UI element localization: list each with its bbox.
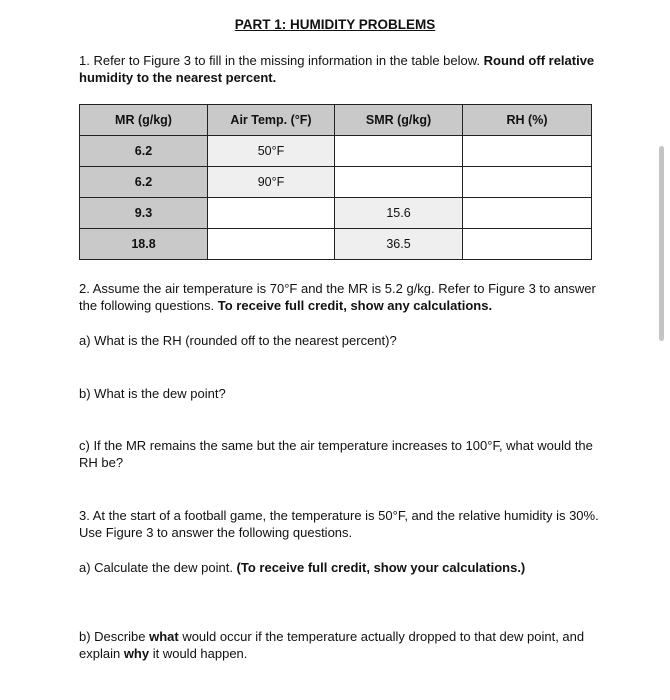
question-3b-pre: b) Describe xyxy=(79,629,150,644)
question-3a-instruction: (To receive full credit, show your calculations.) xyxy=(236,560,526,575)
question-3b-why: why xyxy=(123,646,150,661)
cell-rh[interactable] xyxy=(463,229,592,260)
table-row xyxy=(80,167,592,198)
question-1-instruction: Round off relative humidity to the nearest percent. xyxy=(79,53,595,85)
header-rh: RH (%) xyxy=(463,105,592,136)
question-2b: b) What is the dew point? xyxy=(79,386,226,401)
question-3b-post: it would happen. xyxy=(149,646,248,661)
question-3b xyxy=(79,628,599,662)
cell-rh[interactable] xyxy=(463,198,592,229)
page-title: PART 1: HUMIDITY PROBLEMS xyxy=(234,17,436,32)
question-3b-what: what xyxy=(149,629,179,644)
humidity-table xyxy=(79,104,592,260)
question-2c: c) If the MR remains the same but the air temperature increases to 100°F, what would the RH be? xyxy=(79,438,593,470)
cell-air-temp: 90°F xyxy=(208,167,335,198)
question-3: 3. At the start of a football game, the temperature is 50°F, and the relative humidity is 30%. Use Figure 3 to answer the following questions. xyxy=(79,508,599,540)
question-2-instruction: To receive full credit, show any calculations. xyxy=(217,298,493,313)
table-row xyxy=(80,198,592,229)
cell-rh[interactable] xyxy=(463,136,592,167)
cell-smr: 36.5 xyxy=(335,229,463,260)
cell-mr: 6.2 xyxy=(80,136,208,167)
header-smr: SMR (g/kg) xyxy=(335,105,463,136)
cell-smr: 15.6 xyxy=(335,198,463,229)
question-2 xyxy=(79,280,599,314)
question-3b-mid: would occur if the temperature actually dropped to that dew point, and explain xyxy=(79,629,585,661)
table-header-row xyxy=(80,105,592,136)
cell-mr: 18.8 xyxy=(80,229,208,260)
question-2-text: 2. Assume the air temperature is 70°F and the MR is 5.2 g/kg. Refer to Figure 3 to answer the following questions. xyxy=(79,281,596,313)
question-1-text: 1. Refer to Figure 3 to fill in the missing information in the table below. xyxy=(79,53,484,68)
cell-air-temp[interactable] xyxy=(208,198,335,229)
cell-mr: 9.3 xyxy=(80,198,208,229)
cell-smr[interactable] xyxy=(335,136,463,167)
vertical-scrollbar[interactable] xyxy=(659,146,664,341)
cell-rh[interactable] xyxy=(463,167,592,198)
question-3a-text: a) Calculate the dew point. xyxy=(79,560,237,575)
question-2a: a) What is the RH (rounded off to the nearest percent)? xyxy=(79,333,397,348)
header-mr: MR (g/kg) xyxy=(80,105,208,136)
cell-smr[interactable] xyxy=(335,167,463,198)
cell-air-temp[interactable] xyxy=(208,229,335,260)
table-row xyxy=(80,136,592,167)
question-3a xyxy=(79,559,599,576)
question-1 xyxy=(79,52,599,86)
header-air-temp: Air Temp. (°F) xyxy=(208,105,335,136)
cell-mr: 6.2 xyxy=(80,167,208,198)
table-row xyxy=(80,229,592,260)
cell-air-temp: 50°F xyxy=(208,136,335,167)
